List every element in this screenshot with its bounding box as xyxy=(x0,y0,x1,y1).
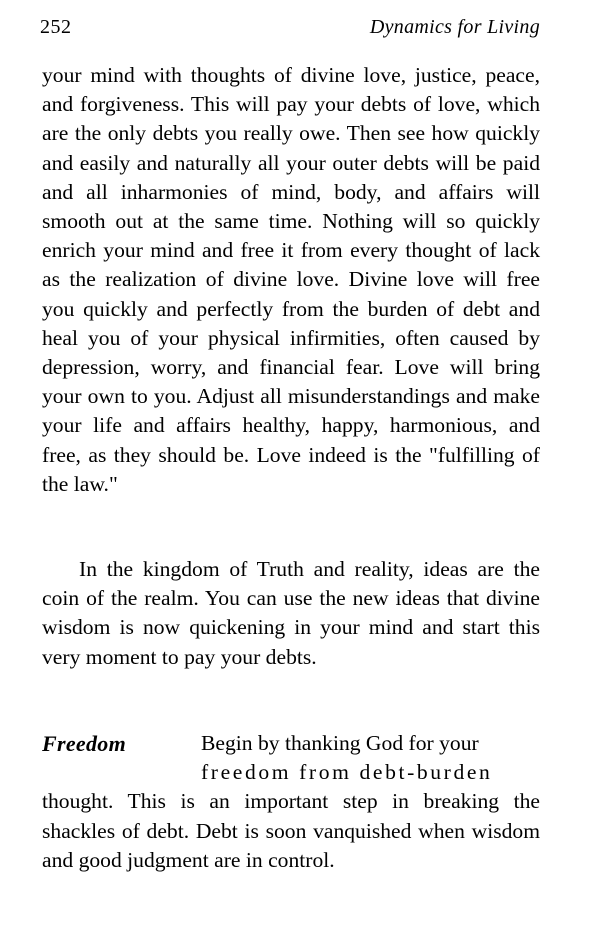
paragraph-1: your mind with thoughts of divine love, justice, peace, and forgiveness. This will pay your debts of love, which are the only debts you really owe. Then see how quickly and easily and naturally all your outer debts will be paid and all inharmonies of mind, body, and affairs will smooth out at the same time. Nothing will so quickly enrich your mind and free it from every thought of lack as the realization of divine love. Divine love will free you quickly and perfectly from the burden of debt and heal you of your physical infirmities, often caused by depression, worry, and financial fear. Love will bring your own to you. Adjust all misunderstandings and make your life and affairs healthy, happy, harmonious, and free, as they should be. Love indeed is the "fulfilling of the law." xyxy=(42,63,540,496)
section-lead xyxy=(201,729,540,787)
section-body: thought. This is an important step in breaking the shackles of debt. Debt is soon vanquished when wisdom and good judgment are in control. xyxy=(42,789,540,872)
running-title: Dynamics for Living xyxy=(369,16,540,38)
paragraph-2-container xyxy=(42,555,540,672)
paragraph-1-container xyxy=(42,61,540,499)
freedom-section xyxy=(42,729,540,875)
section-title: Freedom xyxy=(42,731,126,756)
page-header xyxy=(40,16,540,40)
section-lead-line-2: freedom from debt-burden xyxy=(201,760,493,785)
paragraph-2: In the kingdom of Truth and reality, ideas are the coin of the realm. You can use the new ideas that divine wisdom is now quickening in your mind and start this very moment to pay your debts. xyxy=(42,557,540,669)
section-lead-line-1: Begin by thanking God for your xyxy=(201,731,479,755)
page-number: 252 xyxy=(40,16,72,38)
